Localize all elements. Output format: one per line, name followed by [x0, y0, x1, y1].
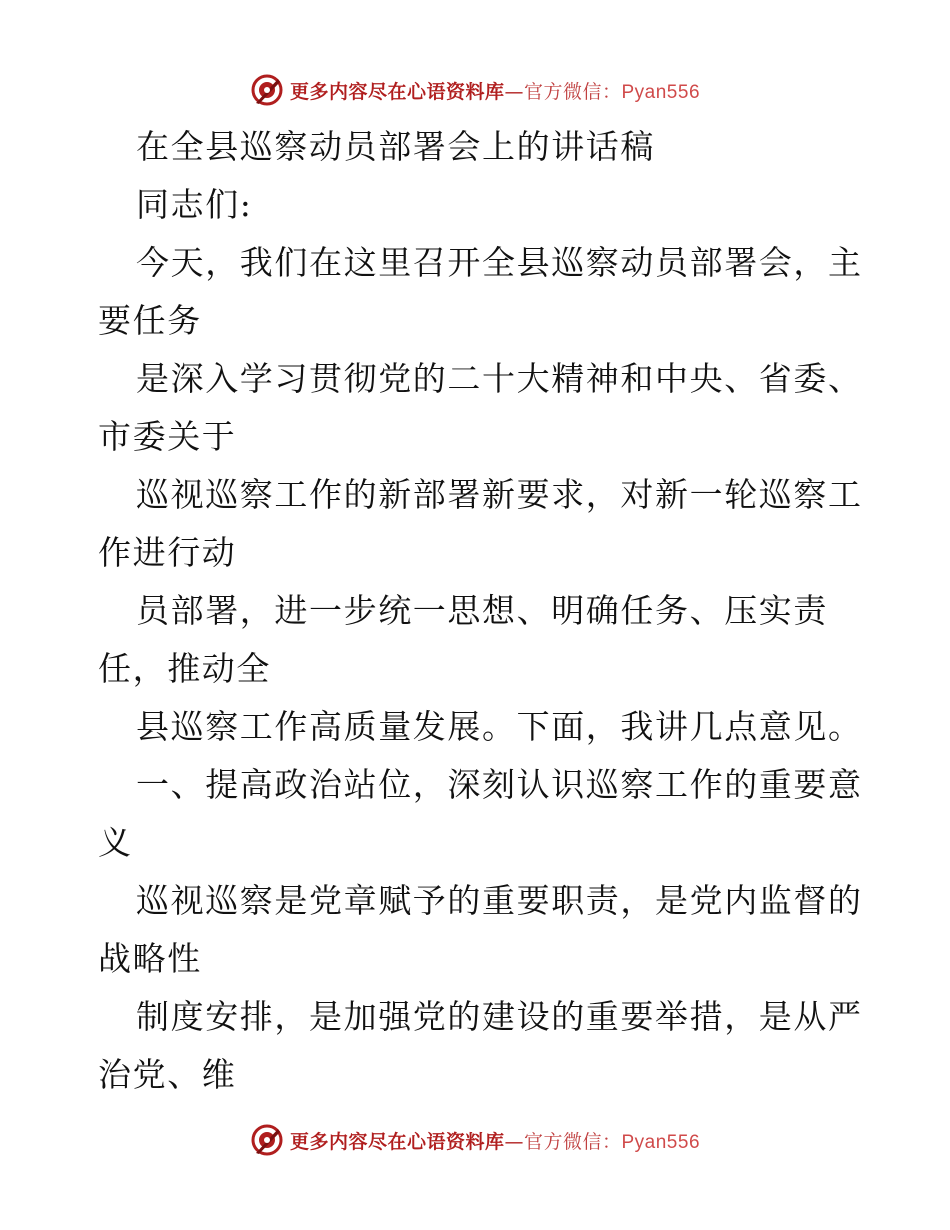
banner-text: [290, 1127, 700, 1154]
banner-wechat-id: Pyan556: [621, 1131, 701, 1153]
banner-wechat-id: Pyan556: [621, 81, 701, 103]
text-line: 同志们:: [136, 185, 253, 224]
banner-separator: —: [504, 80, 524, 103]
document-body: [98, 118, 863, 1104]
banner-separator: —: [504, 1130, 524, 1153]
text-line: 员部署，进一步统一思想、明确任务、压实责: [136, 591, 828, 630]
footer-banner: [0, 1122, 950, 1158]
text-line: 巡视巡察工作的新部署新要求，对新一轮巡察工: [136, 475, 863, 514]
text-line: 要任务: [98, 301, 202, 340]
header-banner: [0, 72, 950, 108]
quill-seal-icon: [250, 1123, 284, 1157]
text-line: 是深入学习贯彻党的二十大精神和中央、省委、: [136, 359, 863, 398]
quill-seal-icon: [250, 73, 284, 107]
text-line: 市委关于: [98, 417, 237, 456]
text-line: 作进行动: [98, 533, 237, 572]
banner-brand: 更多内容尽在心语资料库: [289, 1130, 505, 1153]
banner-brand: 更多内容尽在心语资料库: [289, 80, 505, 103]
text-line: 任，推动全: [98, 649, 271, 688]
text-line: 今天，我们在这里召开全县巡察动员部署会，主: [136, 243, 863, 282]
text-line: 巡视巡察是党章赋予的重要职责，是党内监督的: [136, 881, 863, 920]
banner-text: [290, 77, 700, 104]
text-line: 义: [98, 823, 133, 862]
banner-wechat-label: 官方微信：: [523, 1130, 622, 1153]
text-line: 制度安排，是加强党的建设的重要举措，是从严: [136, 997, 863, 1036]
text-line: 县巡察工作高质量发展。下面，我讲几点意见。: [136, 707, 863, 746]
text-line: 一、提高政治站位，深刻认识巡察工作的重要意: [136, 765, 863, 804]
text-line: 治党、维: [98, 1055, 237, 1094]
banner-wechat-label: 官方微信：: [523, 80, 622, 103]
text-line: 在全县巡察动员部署会上的讲话稿: [136, 127, 655, 166]
text-line: 战略性: [98, 939, 202, 978]
